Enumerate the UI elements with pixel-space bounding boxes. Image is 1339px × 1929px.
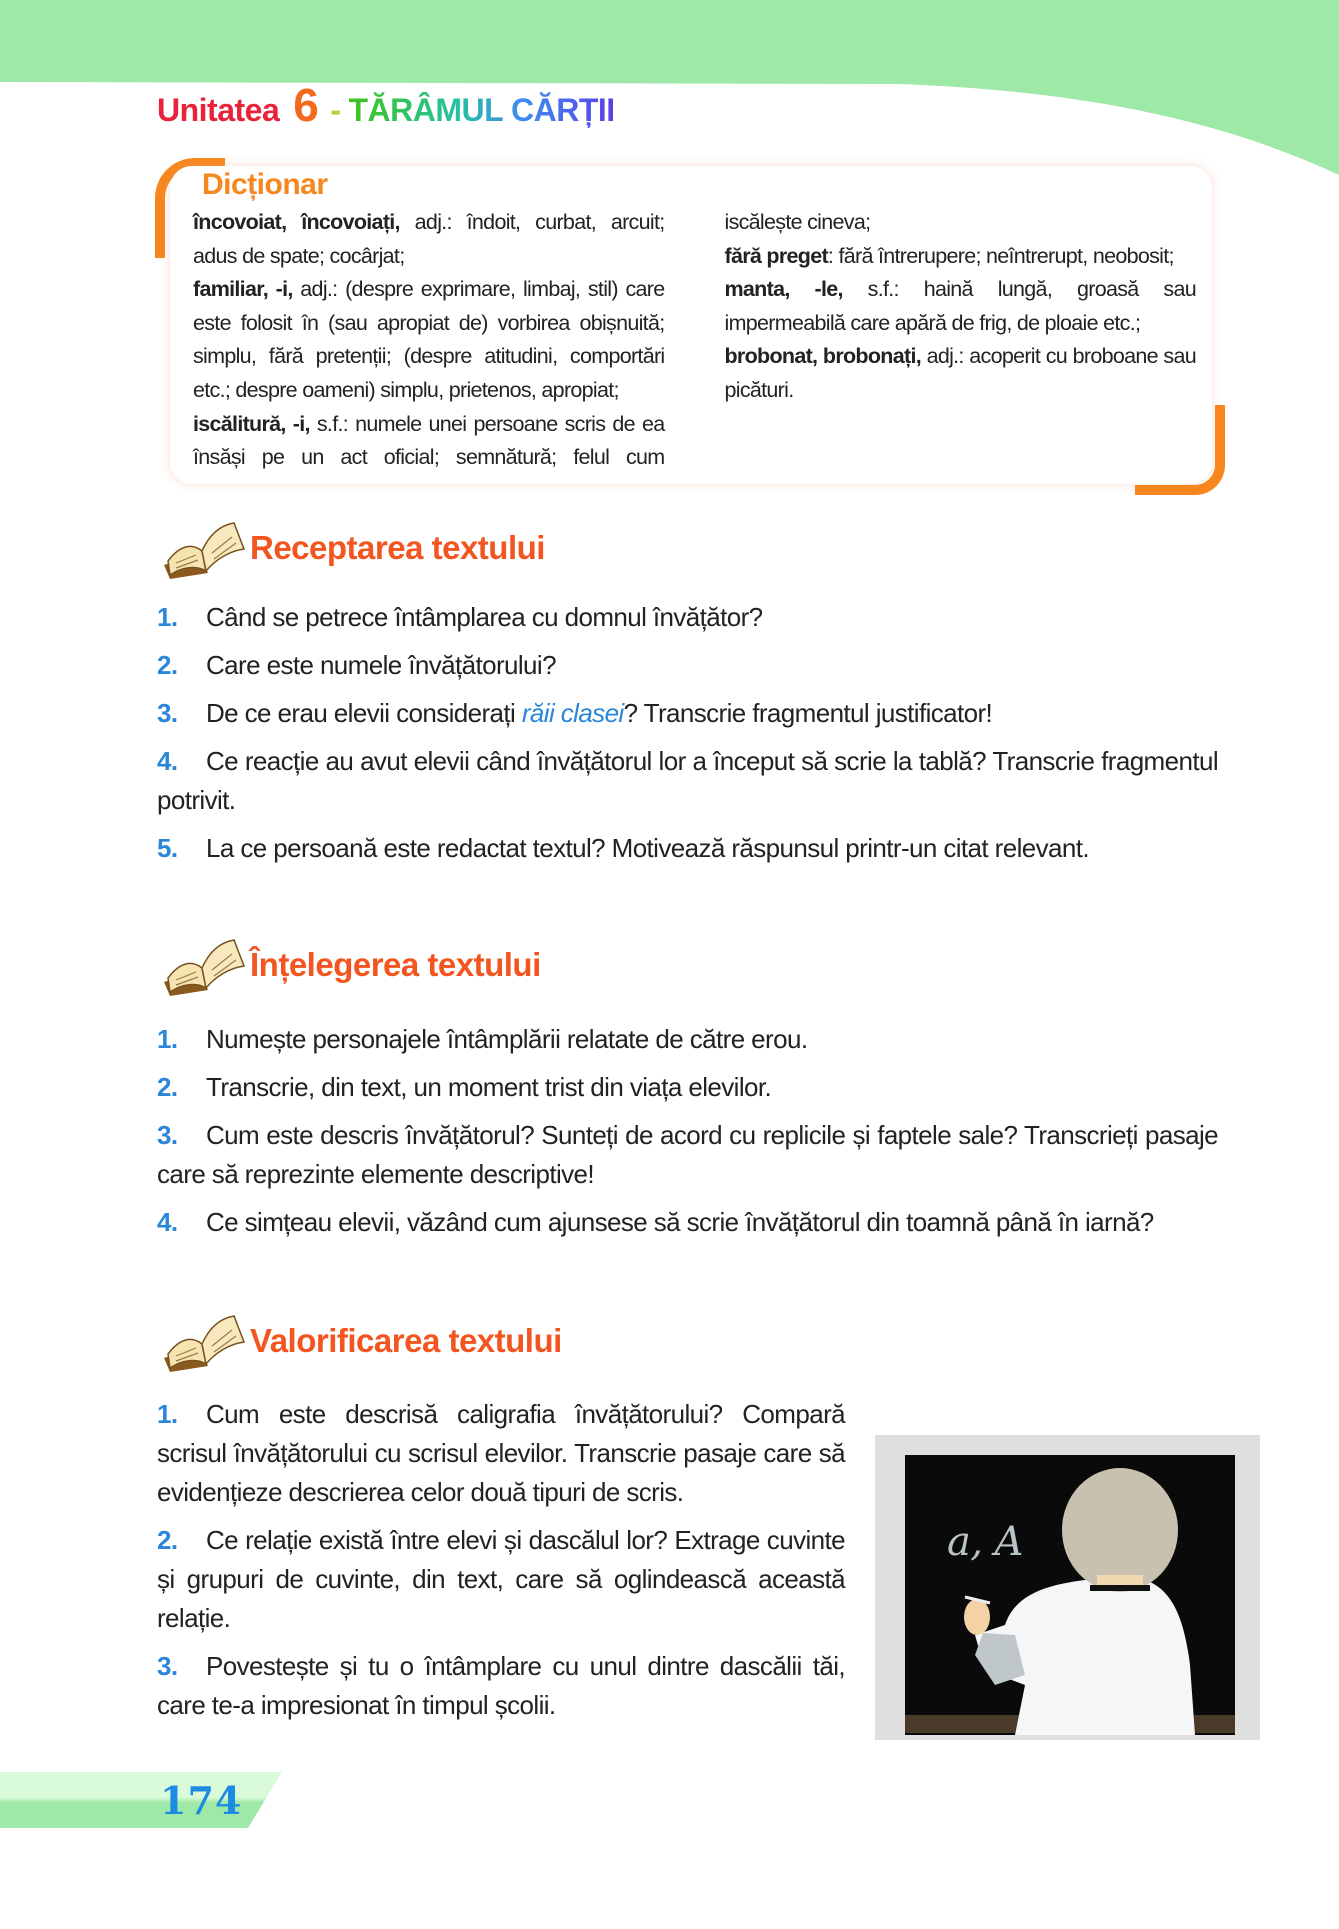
question-number: 4. bbox=[157, 1207, 178, 1237]
open-book-icon bbox=[160, 1308, 248, 1374]
dictionary-entry bbox=[725, 273, 1197, 340]
dictionary-definition: adj.: îndoit, curbat, arcuit; adus de spate; cocârjat; bbox=[193, 210, 665, 268]
page-number: 174 bbox=[160, 1778, 243, 1823]
question-text: Care este numele învățătorului? bbox=[206, 650, 556, 680]
page-number-band bbox=[0, 1772, 290, 1828]
unit-header bbox=[157, 78, 615, 132]
question-text: De ce erau elevii considerați bbox=[206, 698, 522, 728]
question-item bbox=[157, 1203, 1218, 1242]
question-item bbox=[157, 1020, 1218, 1059]
dictionary-term: familiar, -i, bbox=[193, 277, 293, 302]
question-text: Ce relație există între elevi și dascălul lor? Extrage cuvinte și grupuri de cuvinte, din text, care să oglindească această relație. bbox=[157, 1525, 845, 1633]
unit-separator: - bbox=[330, 92, 341, 128]
dictionary-definition: s.f.: haină lungă, groasă sau impermeabilă care apără de frig, de ploaie etc.; bbox=[724, 277, 1196, 335]
question-text: Transcrie, din text, un moment trist din viața elevilor. bbox=[206, 1072, 772, 1102]
question-number: 3. bbox=[157, 1651, 178, 1681]
question-text: Ce reacție au avut elevii când învățătorul lor a început să scrie la tablă? Transcrie fragmentul potrivit. bbox=[157, 746, 1218, 815]
dictionary-term: manta, -le, bbox=[724, 277, 843, 302]
question-text: Când se petrece întâmplarea cu domnul învățător? bbox=[206, 602, 763, 632]
section-heading-receptarea bbox=[160, 515, 545, 581]
section-title: Înțelegerea textului bbox=[250, 946, 541, 983]
highlighted-phrase: răii clasei bbox=[521, 698, 624, 728]
open-book-icon bbox=[160, 515, 248, 581]
question-text: ? Transcrie fragmentul justificator! bbox=[623, 698, 993, 728]
dictionary-term: fără preget bbox=[724, 243, 828, 268]
section-title: Receptarea textului bbox=[250, 529, 545, 566]
question-item bbox=[157, 694, 1218, 733]
question-text: La ce persoană este redactat textul? Motivează răspunsul printr-un citat relevant. bbox=[206, 833, 1089, 863]
question-item bbox=[157, 829, 1218, 868]
question-item bbox=[157, 646, 1218, 685]
blackboard-writing: a, A bbox=[947, 1519, 1023, 1565]
question-text: Povestește și tu o întâmplare cu unul dintre dascălii tăi, care te-a impresionat în timpul școlii. bbox=[157, 1651, 845, 1720]
section-heading-valorificarea bbox=[160, 1308, 562, 1374]
dictionary-term: brobonat, brobonați, bbox=[724, 344, 921, 369]
question-number: 1. bbox=[157, 1399, 178, 1429]
question-number: 2. bbox=[157, 1525, 178, 1555]
question-number: 1. bbox=[157, 1024, 178, 1054]
dictionary-title: Dicționar bbox=[202, 168, 328, 201]
unit-number: 6 bbox=[293, 79, 319, 131]
question-number: 2. bbox=[157, 1072, 178, 1102]
question-list-receptarea bbox=[157, 598, 1218, 877]
unit-label: Unitatea bbox=[157, 92, 280, 128]
open-book-icon bbox=[160, 932, 248, 998]
question-number: 4. bbox=[157, 746, 178, 776]
dictionary-entry bbox=[725, 240, 1197, 274]
dictionary-entry bbox=[193, 273, 665, 407]
dictionary-term: iscălitură, -i, bbox=[193, 411, 310, 436]
question-item bbox=[157, 1116, 1218, 1194]
dictionary-entry bbox=[193, 206, 665, 273]
dictionary-definition: adj.: (despre exprimare, limbaj, stil) care este folosit în (sau apropiat de) vorbirea obișnuită; simplu, fără pretenții; (despre atitudini, comportări etc.; despre oameni) simplu, prietenos, apropiat; bbox=[193, 277, 665, 402]
teacher-at-blackboard-illustration bbox=[865, 1425, 1268, 1745]
dictionary-definition: : fără întrerupere; neîntrerupt, neobosit; bbox=[827, 243, 1174, 268]
dictionary-definition: adj.: acoperit cu broboane sau picături. bbox=[724, 344, 1196, 402]
question-number: 5. bbox=[157, 833, 178, 863]
section-heading-intelegerea bbox=[160, 932, 541, 998]
question-text: Numește personajele întâmplării relatate de către erou. bbox=[206, 1024, 808, 1054]
question-item bbox=[157, 598, 1218, 637]
dictionary-definition: s.f.: numele unei persoane scris de ea însăși pe un act oficial; semnătură; felul cum iscălește cineva; bbox=[193, 210, 871, 470]
dictionary-entries bbox=[193, 206, 1196, 478]
question-item bbox=[157, 1068, 1218, 1107]
dictionary-entry bbox=[725, 340, 1197, 407]
question-list-intelegerea bbox=[157, 1020, 1218, 1251]
question-list-valorificarea bbox=[157, 1395, 1218, 1745]
unit-title: TĂRÂMUL CĂRȚII bbox=[348, 92, 615, 128]
question-text: Cum este descris învățătorul? Sunteți de acord cu replicile și faptele sale? Transcrieți pasaje care să reprezinte elemente descriptive! bbox=[157, 1120, 1218, 1189]
question-text: Cum este descrisă caligrafia învățătorului? Compară scrisul învățătorului cu scrisul elevilor. Transcrie pasaje care să evidențieze descrierea celor două tipuri de scris. bbox=[157, 1399, 845, 1507]
section-title: Valorificarea textului bbox=[250, 1322, 562, 1359]
question-number: 2. bbox=[157, 650, 178, 680]
question-number: 1. bbox=[157, 602, 178, 632]
question-text: Ce simțeau elevii, văzând cum ajunsese să scrie învățătorul din toamnă până în iarnă? bbox=[206, 1207, 1154, 1237]
question-number: 3. bbox=[157, 1120, 178, 1150]
question-item bbox=[157, 742, 1218, 820]
dictionary-term: încovoiat, încovoiați, bbox=[193, 210, 400, 234]
question-number: 3. bbox=[157, 698, 178, 728]
